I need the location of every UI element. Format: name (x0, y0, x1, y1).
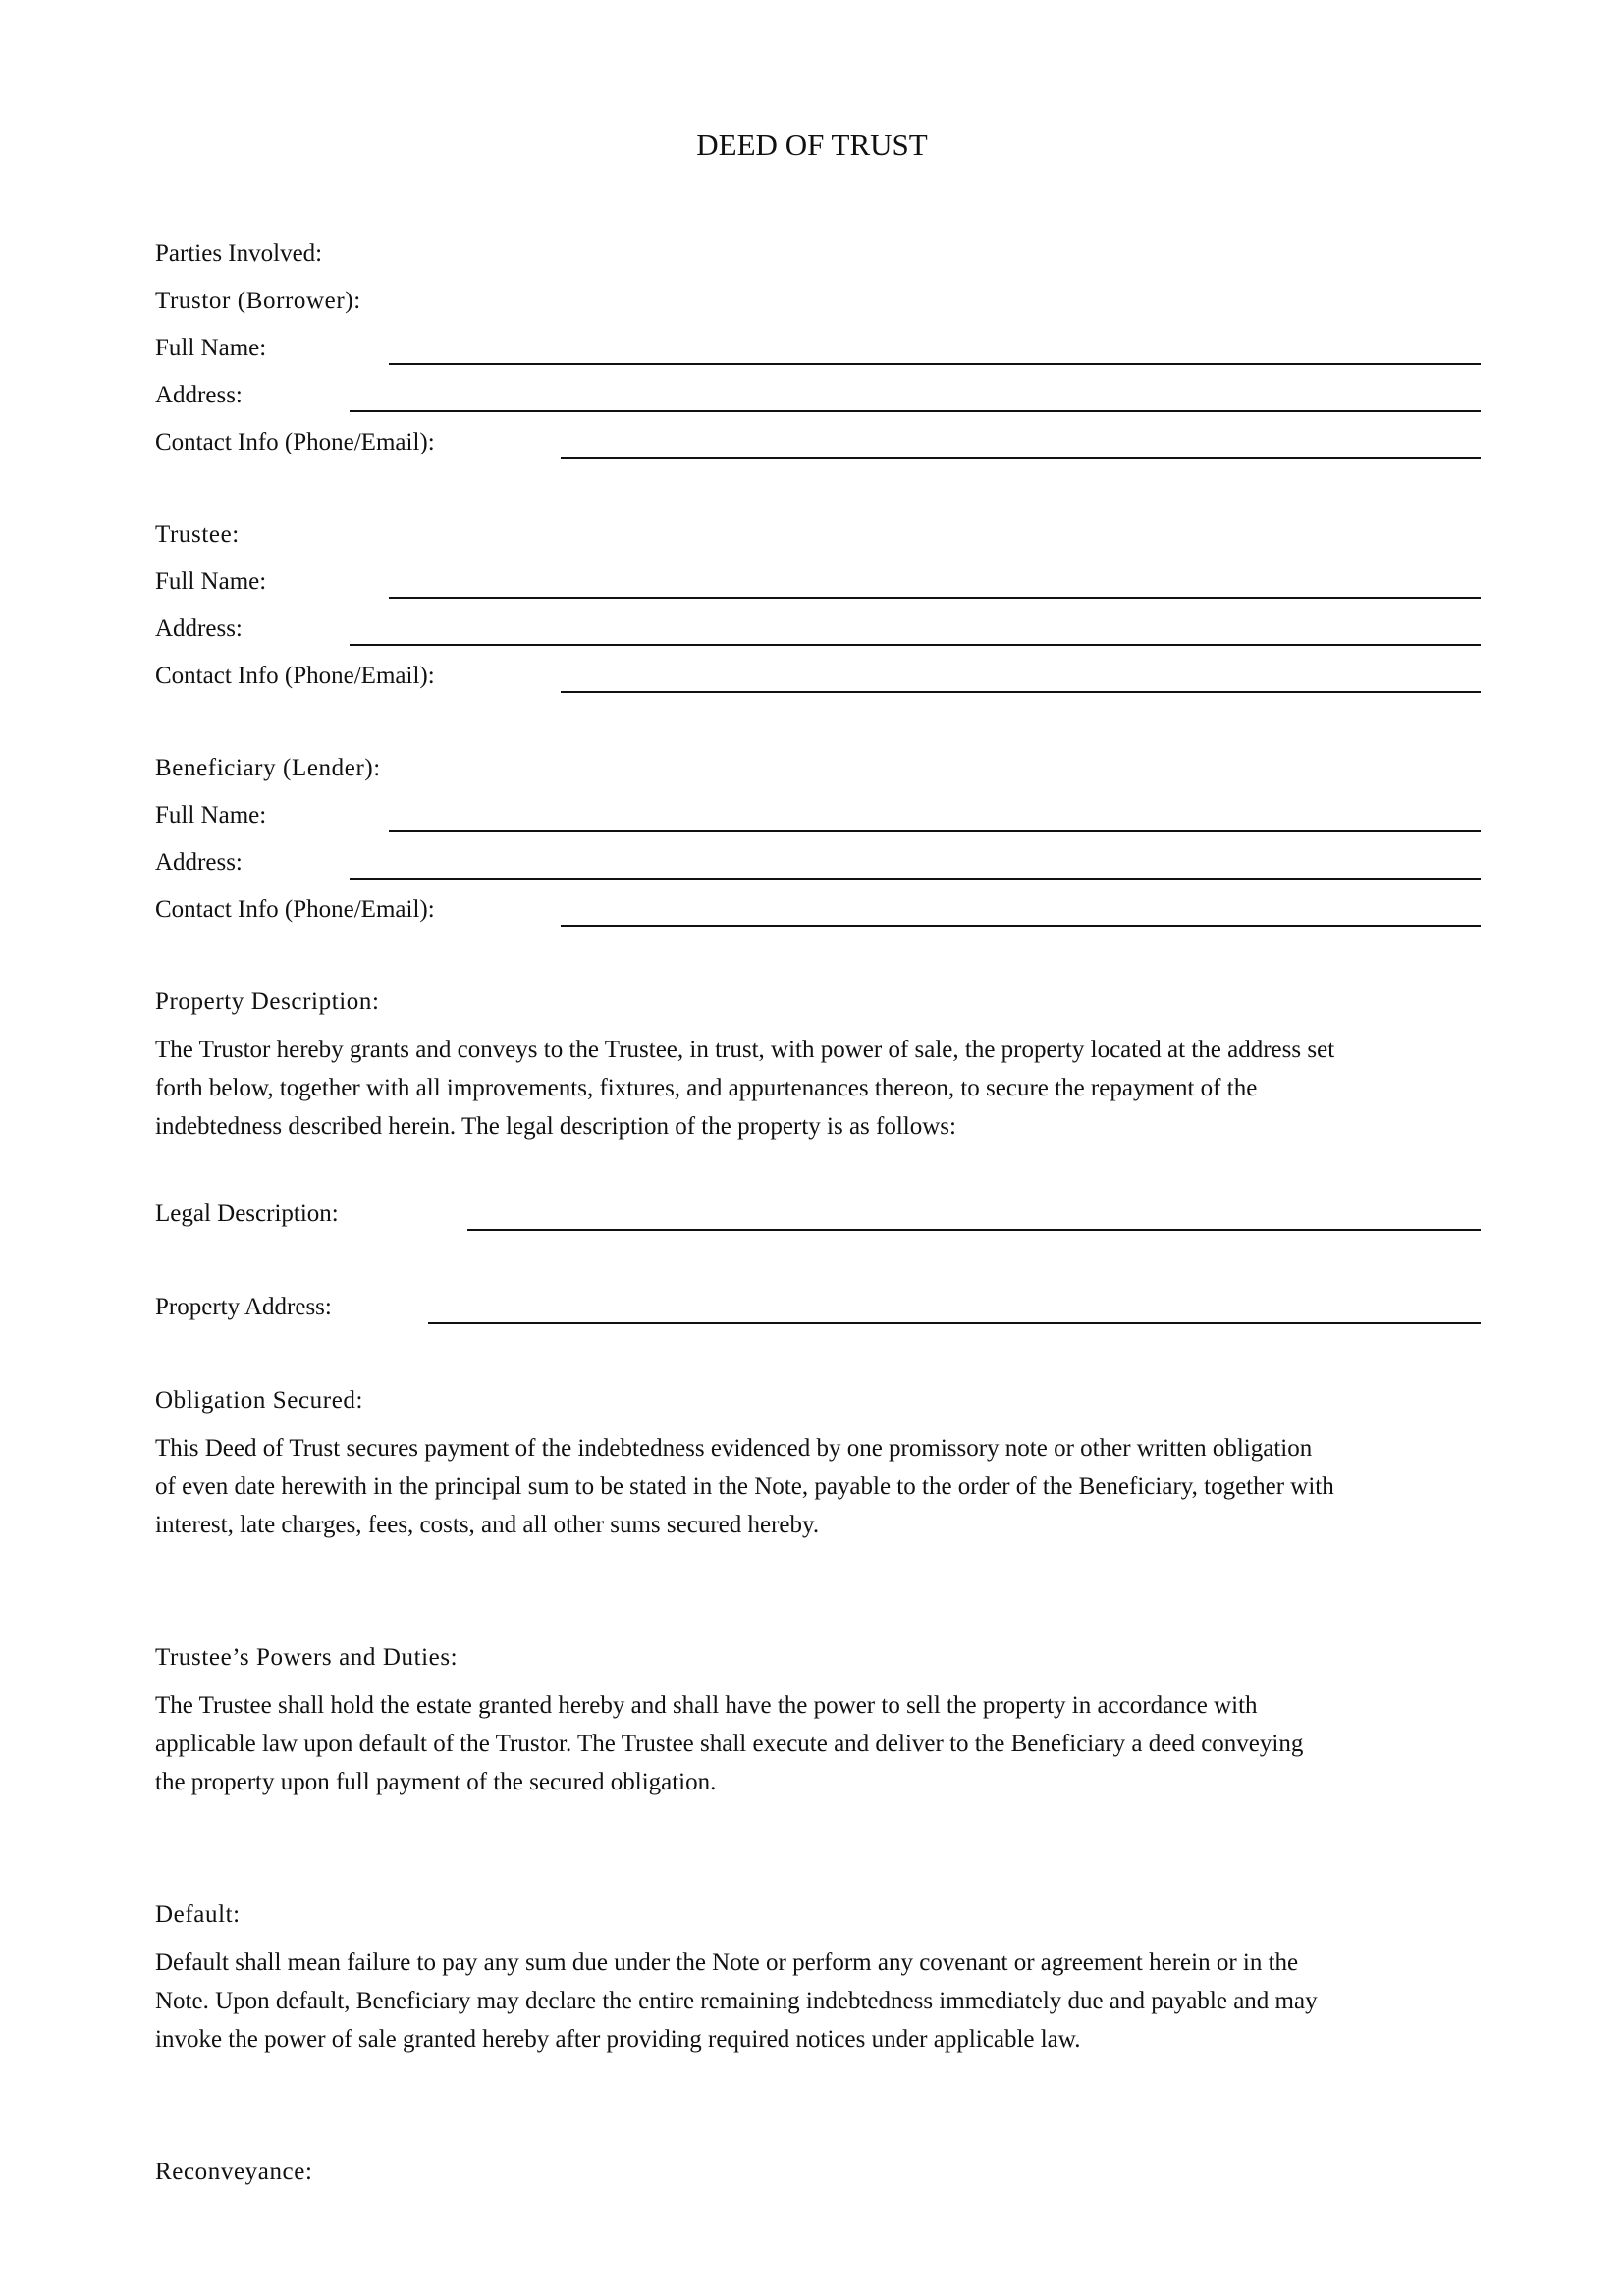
obligation-heading: Obligation Secured: (155, 1387, 364, 1414)
trustee-full-name-label: Full Name: (155, 568, 267, 595)
trustee-contact-label: Contact Info (Phone/Email): (155, 663, 435, 689)
paragraph-line: Default shall mean failure to pay any sum due under the Note or perform any covenant or agreement herein or in the (155, 1949, 1299, 1976)
property-address-label: Property Address: (155, 1294, 332, 1320)
beneficiary-contact-label: Contact Info (Phone/Email): (155, 896, 435, 923)
property-paragraph (155, 1031, 1490, 1146)
beneficiary-full-name-label: Full Name: (155, 802, 267, 828)
powers-heading: Trustee’s Powers and Duties: (155, 1644, 459, 1671)
legal-description-label: Legal Description: (155, 1201, 339, 1227)
property-address-field[interactable] (428, 1322, 1481, 1324)
paragraph-line: of even date herewith in the principal sum to be stated in the Note, payable to the order of the Beneficiary, together with (155, 1473, 1334, 1500)
trustor-full-name-label: Full Name: (155, 335, 267, 361)
trustor-contact-field[interactable] (561, 457, 1481, 459)
beneficiary-address-field[interactable] (350, 878, 1481, 880)
trustor-address-label: Address: (155, 382, 243, 408)
default-paragraph (155, 1944, 1490, 2058)
trustor-heading: Trustor (Borrower): (155, 288, 361, 314)
default-heading: Default: (155, 1901, 241, 1928)
trustee-address-field[interactable] (350, 644, 1481, 646)
parties-heading: Parties Involved: (155, 240, 323, 267)
paragraph-line: The Trustee shall hold the estate granted hereby and shall have the power to sell the property in accordance with (155, 1692, 1258, 1719)
paragraph-line: This Deed of Trust secures payment of the indebtedness evidenced by one promissory note or other written obligation (155, 1435, 1313, 1462)
powers-paragraph (155, 1686, 1490, 1801)
paragraph-line: invoke the power of sale granted hereby after providing required notices under applicable law. (155, 2026, 1081, 2053)
trustor-full-name-field[interactable] (389, 363, 1481, 365)
paragraph-line: indebtedness described herein. The legal description of the property is as follows: (155, 1113, 956, 1140)
reconveyance-heading: Reconveyance: (155, 2159, 313, 2185)
paragraph-line: The Trustor hereby grants and conveys to the Trustee, in trust, with power of sale, the property located at the address set (155, 1037, 1335, 1063)
beneficiary-heading: Beneficiary (Lender): (155, 755, 381, 781)
trustor-address-field[interactable] (350, 410, 1481, 412)
trustor-contact-label: Contact Info (Phone/Email): (155, 429, 435, 455)
document-title: DEED OF TRUST (696, 128, 928, 162)
beneficiary-address-label: Address: (155, 849, 243, 876)
paragraph-line: Note. Upon default, Beneficiary may declare the entire remaining indebtedness immediately due and payable and may (155, 1988, 1318, 2014)
paragraph-line: interest, late charges, fees, costs, and all other sums secured hereby. (155, 1512, 820, 1538)
paragraph-line: applicable law upon default of the Trustor. The Trustee shall execute and deliver to the Beneficiary a deed conveying (155, 1731, 1304, 1757)
trustee-address-label: Address: (155, 615, 243, 642)
property-heading: Property Description: (155, 988, 380, 1015)
trustee-heading: Trustee: (155, 521, 240, 548)
trustee-full-name-field[interactable] (389, 597, 1481, 599)
paragraph-line: forth below, together with all improvements, fixtures, and appurtenances thereon, to secure the repayment of the (155, 1075, 1258, 1101)
trustee-contact-field[interactable] (561, 691, 1481, 693)
beneficiary-full-name-field[interactable] (389, 830, 1481, 832)
obligation-paragraph (155, 1429, 1490, 1544)
paragraph-line: the property upon full payment of the secured obligation. (155, 1769, 717, 1795)
legal-description-field[interactable] (467, 1229, 1481, 1231)
beneficiary-contact-field[interactable] (561, 925, 1481, 927)
